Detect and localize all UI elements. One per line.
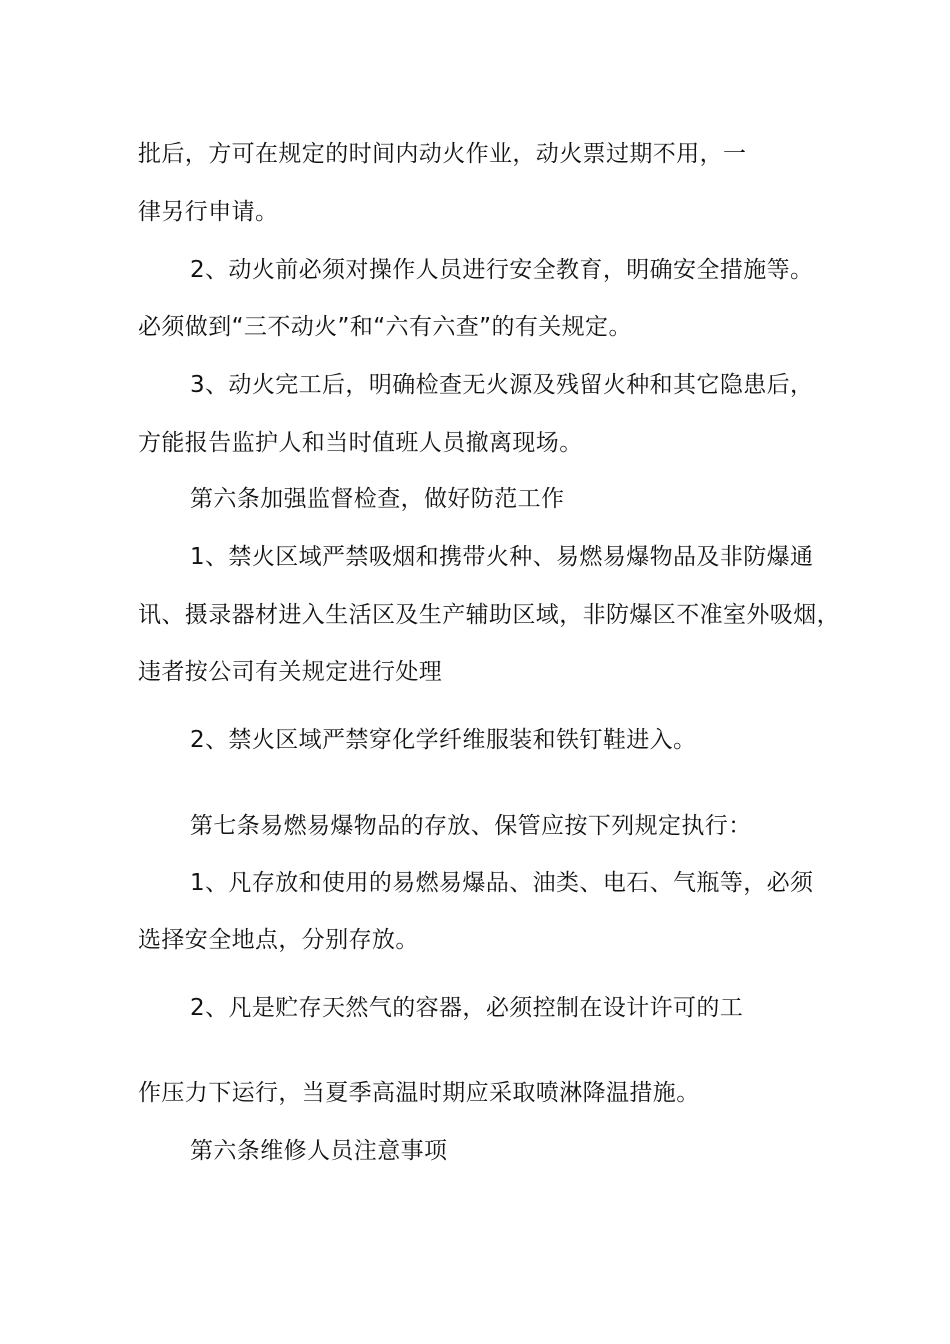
section-heading: 第六条加强监督检查，做好防范工作 (190, 486, 565, 512)
text-line: 2、凡是贮存天然气的容器，必须控制在设计许可的工 (190, 995, 744, 1021)
text-line: 律另行申请。 (138, 199, 279, 225)
text-line: 1、禁火区域严禁吸烟和携带火种、易燃易爆物品及非防爆通 (190, 544, 814, 570)
text-line: 违者按公司有关规定进行处理 (138, 659, 443, 685)
text-line: 讯、摄录器材进入生活区及生产辅助区域，非防爆区不准室外吸烟， (138, 602, 840, 628)
text-line: 1、凡存放和使用的易燃易爆品、油类、电石、气瓶等，必须 (190, 870, 814, 896)
text-line: 必须做到“三不动火”和“六有六查”的有关规定。 (138, 314, 632, 340)
text-line: 选择安全地点，分别存放。 (138, 927, 419, 953)
text-line: 作压力下运行，当夏季高温时期应采取喷淋降温措施。 (138, 1080, 700, 1106)
text-line: 2、禁火区域严禁穿化学纤维服装和铁钉鞋进入。 (190, 727, 697, 753)
section-heading: 第七条易燃易爆物品的存放、保管应按下列规定执行： (190, 813, 752, 839)
text-line: 3、动火完工后，明确检查无火源及残留火种和其它隐患后， (190, 372, 814, 398)
text-line: 2、动火前必须对操作人员进行安全教育，明确安全措施等。 (190, 257, 814, 283)
section-heading: 第六条维修人员注意事项 (190, 1138, 448, 1164)
text-line: 批后，方可在规定的时间内动火作业，动火票过期不用，一 (138, 141, 747, 167)
text-line: 方能报告监护人和当时值班人员撤离现场。 (138, 430, 583, 456)
